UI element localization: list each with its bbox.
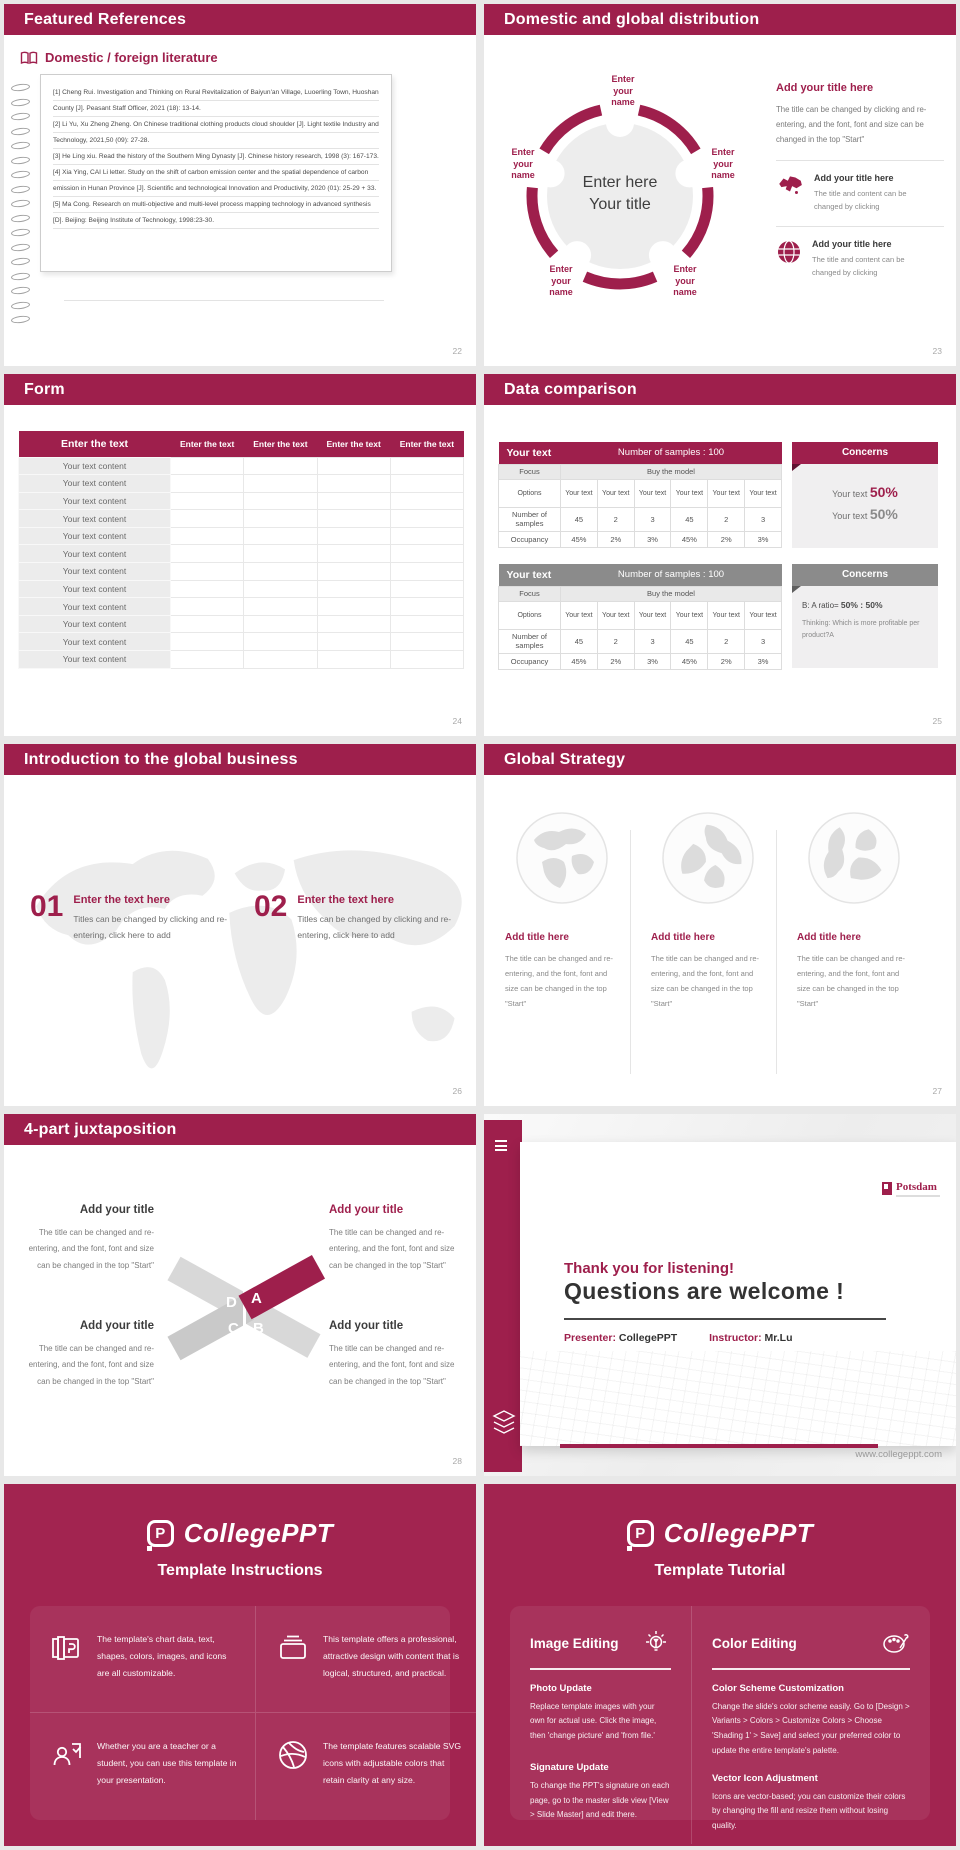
column-header: Enter the text	[390, 431, 463, 457]
diagram-node-label: Enter your name	[549, 264, 573, 297]
literature-heading: Domestic / foreign literature	[20, 50, 218, 65]
diagram-node-label: Enter your name	[673, 264, 697, 297]
column-header: Enter the text	[19, 431, 171, 457]
university-logo: Potsdam	[882, 1182, 940, 1197]
briefcase-icon	[276, 1631, 310, 1665]
thanks-line: Thank you for listening!	[564, 1260, 735, 1277]
accent-strip	[560, 1444, 878, 1448]
website-url: www.collegeppt.com	[855, 1449, 942, 1460]
ribbon-arm-gray	[167, 1296, 254, 1360]
table-row: Number of samples 45 2 3 45 2 3	[499, 507, 782, 531]
column-body: The title can be changed and re-entering, and the font, font and size can be changed in the top "Start"	[505, 954, 613, 1008]
table-row: Your text content	[19, 492, 464, 510]
numbered-item-01	[30, 892, 231, 943]
table-header-row	[19, 431, 464, 457]
section-body: The title can be changed by clicking and re-entering, and the font, font and size can be changed in the top "Start"	[776, 105, 927, 145]
diagram-node-label: Enter your name	[511, 147, 535, 180]
table-row: Options Your text Your text Your text Your text Your text Your text	[499, 601, 782, 629]
concern-line: Your text 50%	[832, 506, 898, 522]
table-row: Your text content	[19, 510, 464, 528]
tutorial-section-color-editing: Color Editing Color Scheme Customization Change the slide's color scheme easily. Go to [Design > Variants > Colors > Customize Colors > Choose 'Shading 1' > Save] and select your preferred color to update the entire template's palette. Vector Icon Adjustment Icons are vector-based; you can customize their colors by changing the fill and resize them without losing quality.	[692, 1606, 930, 1844]
page-number: 28	[452, 1456, 462, 1466]
list-item: Add your title here The title and content can be changed by clicking	[776, 173, 944, 214]
instructions-card	[30, 1606, 462, 1820]
diagram-center-text: Enter here Your title	[582, 174, 658, 213]
globe-icon	[660, 810, 756, 906]
presenter-line: Presenter: CollegePPT Instructor: Mr.Lu	[564, 1332, 793, 1344]
table-row: Your text content	[19, 457, 464, 475]
thinking-line: Thinking: Which is more profitable per product?A	[802, 620, 920, 639]
table-row: Your text content	[19, 633, 464, 651]
globe-icon	[806, 810, 902, 906]
reference-item: [4] Xia Ying, CAI Li letter. Study on the shift of carbon emission center and the spatial dependence of carbon emission in Hunan Province [J]. Scientific and technological Innovation and Productivity, 2020 (01): 25-29 + 33.	[53, 169, 377, 192]
ribbon-letter: D	[226, 1294, 237, 1311]
university-emblem-icon	[882, 1182, 892, 1195]
questions-line: Questions are welcome !	[564, 1278, 845, 1304]
slide-title: Form	[24, 381, 65, 398]
brand-name: CollegePPT	[183, 1518, 334, 1548]
section-title: Add your title here	[776, 82, 874, 94]
slide-23-distribution[interactable]	[484, 4, 956, 366]
teacher-icon	[50, 1738, 84, 1772]
item-title: Enter the text here	[73, 894, 170, 906]
page-number: 25	[932, 716, 942, 726]
list-item: Add your title here The title and content can be changed by clicking	[776, 239, 944, 280]
slide-title-bar	[484, 744, 956, 775]
diagram-node-label: Enter your name	[711, 147, 735, 180]
table-row: Number of samples 45 2 3 45 2 3	[499, 629, 782, 653]
thank-you-card	[520, 1142, 956, 1446]
brand-logo	[4, 1518, 476, 1549]
strategy-column	[786, 810, 922, 1011]
globe-icon	[514, 810, 610, 906]
numbered-item-02	[254, 892, 455, 943]
instruction-item: Whether you are a teacher or a student, you can use this template in your presentation.	[30, 1713, 256, 1820]
instruction-item: This template offers a professional, attractive design with content that is logical, structured, and practical.	[256, 1606, 476, 1713]
ribbon-letter: B	[253, 1320, 264, 1337]
ribbon-letter: A	[251, 1290, 262, 1307]
slide-27-global-strategy[interactable]	[484, 744, 956, 1106]
concerns-box-1	[792, 442, 938, 548]
column-title: Add title here	[505, 932, 569, 943]
table-row: Focus Buy the model	[499, 464, 782, 479]
strategy-column	[494, 810, 630, 1011]
reference-item: [2] Li Yu, Xu Zheng Zheng. On Chinese traditional clothing products cloud shoulder [J]. Light textile Industry and Technology, 2021,50 (09): 27-28.	[53, 121, 379, 144]
slide-title: Data comparison	[504, 381, 637, 398]
slide-title: Introduction to the global business	[24, 751, 298, 768]
text-block-top-left: Add your title The title can be changed and re-entering, and the font, font and size can be changed in the top "Start"	[28, 1204, 154, 1270]
table-row: Your text content	[19, 545, 464, 563]
world-map-graphic	[4, 814, 476, 1104]
text-block-top-right: Add your title The title can be changed and re-entering, and the font, font and size can be changed in the top "Start"	[329, 1204, 455, 1270]
section-rule	[530, 1668, 671, 1670]
item-number: 02	[254, 890, 288, 923]
slide-24-form[interactable]	[4, 374, 476, 736]
right-column	[776, 82, 944, 280]
circular-diagram	[486, 38, 754, 318]
x-ribbon-graphic	[172, 1260, 318, 1360]
slide-28-juxtaposition[interactable]	[4, 1114, 476, 1476]
concerns-box-2	[792, 564, 938, 668]
slide-title: 4-part juxtaposition	[24, 1121, 177, 1138]
divider	[776, 160, 944, 161]
slide-22-featured-references[interactable]	[4, 4, 476, 366]
palette-icon	[880, 1628, 910, 1658]
open-book-icon	[20, 51, 38, 65]
dribbble-icon	[276, 1738, 310, 1772]
template-tutorial-panel	[484, 1484, 956, 1846]
form-table	[18, 431, 464, 669]
reference-item: [3] He Ling xiu. Read the history of the Southern Ming Dynasty [J]. Chinese history research, 1998 (3): 167-173.	[53, 153, 379, 160]
table-row: Occupancy 45% 2% 3% 45% 2% 3%	[499, 531, 782, 547]
column-divider	[776, 830, 777, 1074]
layers-icon	[491, 1408, 517, 1436]
table-row: Your text content	[19, 527, 464, 545]
table-row: Your text content	[19, 580, 464, 598]
spiral-binding	[11, 84, 30, 323]
ratio-line: B: A ratio= 50% : 50%	[802, 600, 883, 610]
item-body: Titles can be changed by clicking and re-entering, click here to add	[297, 914, 452, 941]
wireframe-mesh	[520, 1351, 956, 1446]
ribbon-arm-maroon	[238, 1255, 325, 1319]
table-row: Your text content	[19, 475, 464, 493]
column-body: The title can be changed and re-entering, and the font, font and size can be changed in the top "Start"	[797, 954, 905, 1008]
section-rule	[712, 1668, 910, 1670]
china-map-icon	[776, 173, 804, 197]
table-row: Your text content	[19, 651, 464, 669]
text-block-bottom-right: Add your title The title can be changed and re-entering, and the font, font and size can be changed in the top "Start"	[329, 1320, 455, 1386]
underline-rule	[564, 1318, 886, 1320]
slide-25-data-comparison[interactable]	[484, 374, 956, 736]
column-title: Add title here	[651, 932, 715, 943]
slide-title-bar	[484, 4, 956, 35]
item-title: Enter the text here	[297, 894, 394, 906]
comparison-table-1	[498, 442, 782, 548]
item-body: Titles can be changed by clicking and re-entering, click here to add	[73, 914, 228, 941]
brand-name: CollegePPT	[663, 1518, 814, 1548]
concern-line: Your text 50%	[832, 484, 898, 500]
slide-title-bar	[4, 1114, 476, 1145]
table-row: Your text content	[19, 615, 464, 633]
slide-title: Domestic and global distribution	[504, 11, 760, 28]
slide-thank-you[interactable]	[484, 1114, 956, 1476]
diagram-node-label: Enter your name	[611, 74, 635, 107]
reference-item: [5] Ma Cong. Research on multi-objective and multi-level process mapping technology in advanced synthesis [D]. Beijing: Beijing Institute of Technology, 1998:23-30.	[53, 201, 371, 224]
table-header-row: Your text Number of samples : 100	[499, 564, 782, 586]
strategy-column	[640, 810, 776, 1011]
slide-title: Global Strategy	[504, 751, 626, 768]
page-number: 24	[452, 716, 462, 726]
slide-title-bar	[4, 744, 476, 775]
column-header: Enter the text	[317, 431, 390, 457]
ruled-line	[64, 300, 384, 301]
brand-logo	[484, 1518, 956, 1549]
page-number: 27	[932, 1086, 942, 1096]
panel-heading: Template Instructions	[157, 1562, 323, 1579]
table-row: Occupancy 45% 2% 3% 45% 2% 3%	[499, 653, 782, 669]
brand-p-icon: P	[147, 1520, 174, 1547]
instruction-item: The template features scalable SVG icons with adjustable colors that retain clarity at any size.	[256, 1713, 476, 1820]
instruction-item: The template's chart data, text, shapes, colors, images, and icons are all customizable.	[30, 1606, 256, 1713]
comparison-table-2	[498, 564, 782, 670]
item-number: 01	[30, 890, 64, 923]
menu-icon	[495, 1140, 507, 1154]
table-row: Your text content	[19, 563, 464, 581]
slide-26-global-business[interactable]	[4, 744, 476, 1106]
divider	[776, 226, 944, 227]
template-instructions-panel	[4, 1484, 476, 1846]
column-title: Add title here	[797, 932, 861, 943]
brand-p-icon: P	[627, 1520, 654, 1547]
column-body: The title can be changed and re-entering, and the font, font and size can be changed in the top "Start"	[651, 954, 759, 1008]
column-divider	[630, 830, 631, 1074]
text-block-bottom-left: Add your title The title can be changed and re-entering, and the font, font and size can be changed in the top "Start"	[28, 1320, 154, 1386]
panel-heading: Template Tutorial	[654, 1562, 786, 1579]
page-number: 22	[452, 346, 462, 356]
column-header: Enter the text	[171, 431, 244, 457]
table-row: Options Your text Your text Your text Your text Your text Your text	[499, 479, 782, 507]
table-row: Focus Buy the model	[499, 586, 782, 601]
table-header-row: Your text Number of samples : 100	[499, 442, 782, 464]
tutorial-card	[510, 1606, 930, 1831]
slide-title-bar	[4, 4, 476, 35]
tutorial-section-image-editing: Image Editing Photo Update Replace template images with your own for actual use. Click the image, then 'change picture' and 'from file.' Signature Update To change the PPT's signature on each page, go to the master slide view [View > Slide Master] and edit there.	[510, 1606, 692, 1844]
ribbon-letter: C	[228, 1320, 239, 1337]
page-number: 23	[932, 346, 942, 356]
table-row: Your text content	[19, 598, 464, 616]
concerns-header: Concerns	[792, 564, 938, 586]
reference-item: [1] Cheng Rui. Investigation and Thinking on Rural Revitalization of Baiyun'an Village, Luoerling Town, Huoshan County [J]. Peasant Staff Officer, 2021 (18): 13-14.	[53, 89, 379, 112]
concerns-header: Concerns	[792, 442, 938, 464]
references-box	[40, 74, 392, 272]
globe-icon	[776, 239, 802, 265]
bulb-icon	[641, 1628, 671, 1658]
slide-title: Featured References	[24, 11, 187, 28]
slide-title-bar	[4, 374, 476, 405]
page-number: 26	[452, 1086, 462, 1096]
column-header: Enter the text	[244, 431, 317, 457]
slide-title-bar	[484, 374, 956, 405]
pages-icon	[50, 1631, 84, 1665]
